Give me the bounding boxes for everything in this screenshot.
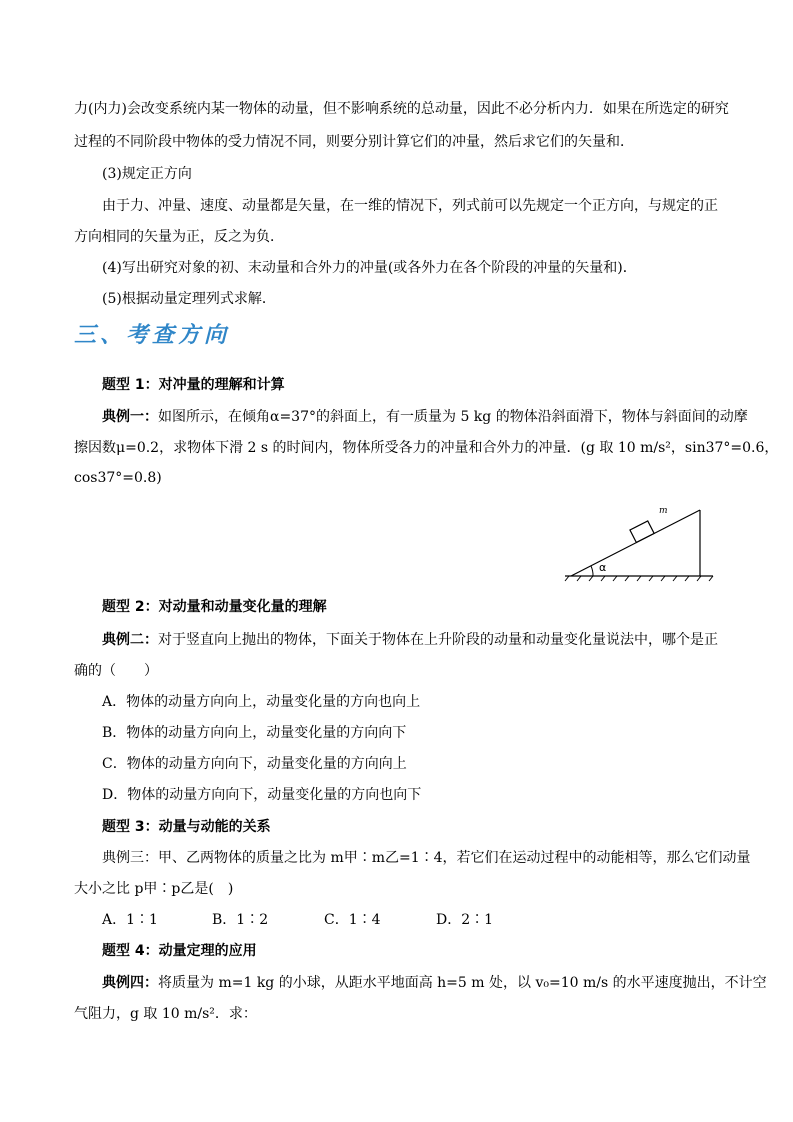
choice-a: A．1∶1	[102, 912, 158, 928]
option-a: A．物体的动量方向向上，动量变化量的方向也向上	[102, 694, 421, 710]
option-b: B．物体的动量方向向上，动量变化量的方向向下	[102, 725, 407, 741]
block	[630, 521, 654, 543]
intro-line-1: 力(内力)会改变系统内某一物体的动量，但不影响系统的总动量，因此不必分析内力．如果在所选定的研究	[74, 101, 729, 117]
type-2-title: 题型 2：对动量和动量变化量的理解	[102, 599, 327, 615]
example-1-line-2: 擦因数μ=0.2，求物体下滑 2 s 的时间内，物体所受各力的冲量和合外力的冲量．(g 取 10 m/s²，sin37°=0.6，	[74, 440, 779, 456]
example-2-line-2: 确的（ ）	[74, 663, 158, 679]
example-4-line-2: 气阻力，g 取 10 m/s²．求：	[74, 1006, 257, 1022]
example-1-text: 如图所示，在倾角α=37°的斜面上，有一质量为 5 kg 的物体沿斜面滑下，物体与斜面间的动摩	[158, 409, 748, 425]
incline-slope	[571, 510, 700, 576]
mass-label: m	[659, 506, 668, 516]
section-heading: 三、考查方向	[74, 323, 231, 348]
example-1-line-1	[102, 407, 762, 427]
example-3-line-2: 大小之比 p甲∶p乙是( )	[74, 881, 234, 897]
incline-figure	[563, 500, 723, 582]
step-3-title: (3)规定正方向	[102, 166, 192, 182]
option-d: D．物体的动量方向向下，动量变化量的方向也向下	[102, 787, 422, 803]
step-4: (4)写出研究对象的初、末动量和合外力的冲量(或各外力在各个阶段的冲量的矢量和)．	[102, 260, 637, 276]
example-2-label: 典例二：	[102, 632, 158, 648]
angle-label: α	[599, 561, 607, 574]
example-1-line-3: cos37°=0.8)	[74, 470, 162, 486]
option-c: C．物体的动量方向向下，动量变化量的方向向上	[102, 756, 407, 772]
choice-b: B．1∶2	[212, 912, 269, 928]
type-1-title: 题型 1：对冲量的理解和计算	[102, 377, 285, 393]
step-5: (5)根据动量定理列式求解．	[102, 291, 276, 307]
type-4-title: 题型 4：动量定理的应用	[102, 943, 257, 959]
example-2-text: 对于竖直向上抛出的物体，下面关于物体在上升阶段的动量和动量变化量说法中，哪个是正	[158, 632, 718, 648]
example-4-label: 典例四：	[102, 975, 158, 991]
step-3-line-2: 方向相同的矢量为正，反之为负．	[74, 229, 284, 245]
example-2-line-1	[102, 630, 762, 650]
ground-hatching	[565, 576, 713, 581]
type-3-title: 题型 3：动量与动能的关系	[102, 819, 271, 835]
example-4-text: 将质量为 m=1 kg 的小球，从距水平地面高 h=5 m 处，以 v₀=10 m/s 的水平速度抛出，不计空	[158, 975, 767, 991]
choice-d: D．2∶1	[436, 912, 494, 928]
example-4-line-1	[102, 973, 767, 993]
intro-line-2: 过程的不同阶段中物体的受力情况不同，则要分别计算它们的冲量，然后求它们的矢量和．	[74, 134, 634, 150]
example-1-label: 典例一：	[102, 409, 158, 425]
choice-c: C．1∶4	[324, 912, 381, 928]
example-3-line-1: 典例三：甲、乙两物体的质量之比为 m甲∶m乙=1∶4，若它们在运动过程中的动能相等，那么它们动量	[102, 850, 751, 866]
example-3-choices	[102, 910, 493, 930]
step-3-line-1: 由于力、冲量、速度、动量都是矢量，在一维的情况下，列式前可以先规定一个正方向，与规定的正	[102, 198, 718, 214]
angle-arc	[591, 566, 593, 576]
